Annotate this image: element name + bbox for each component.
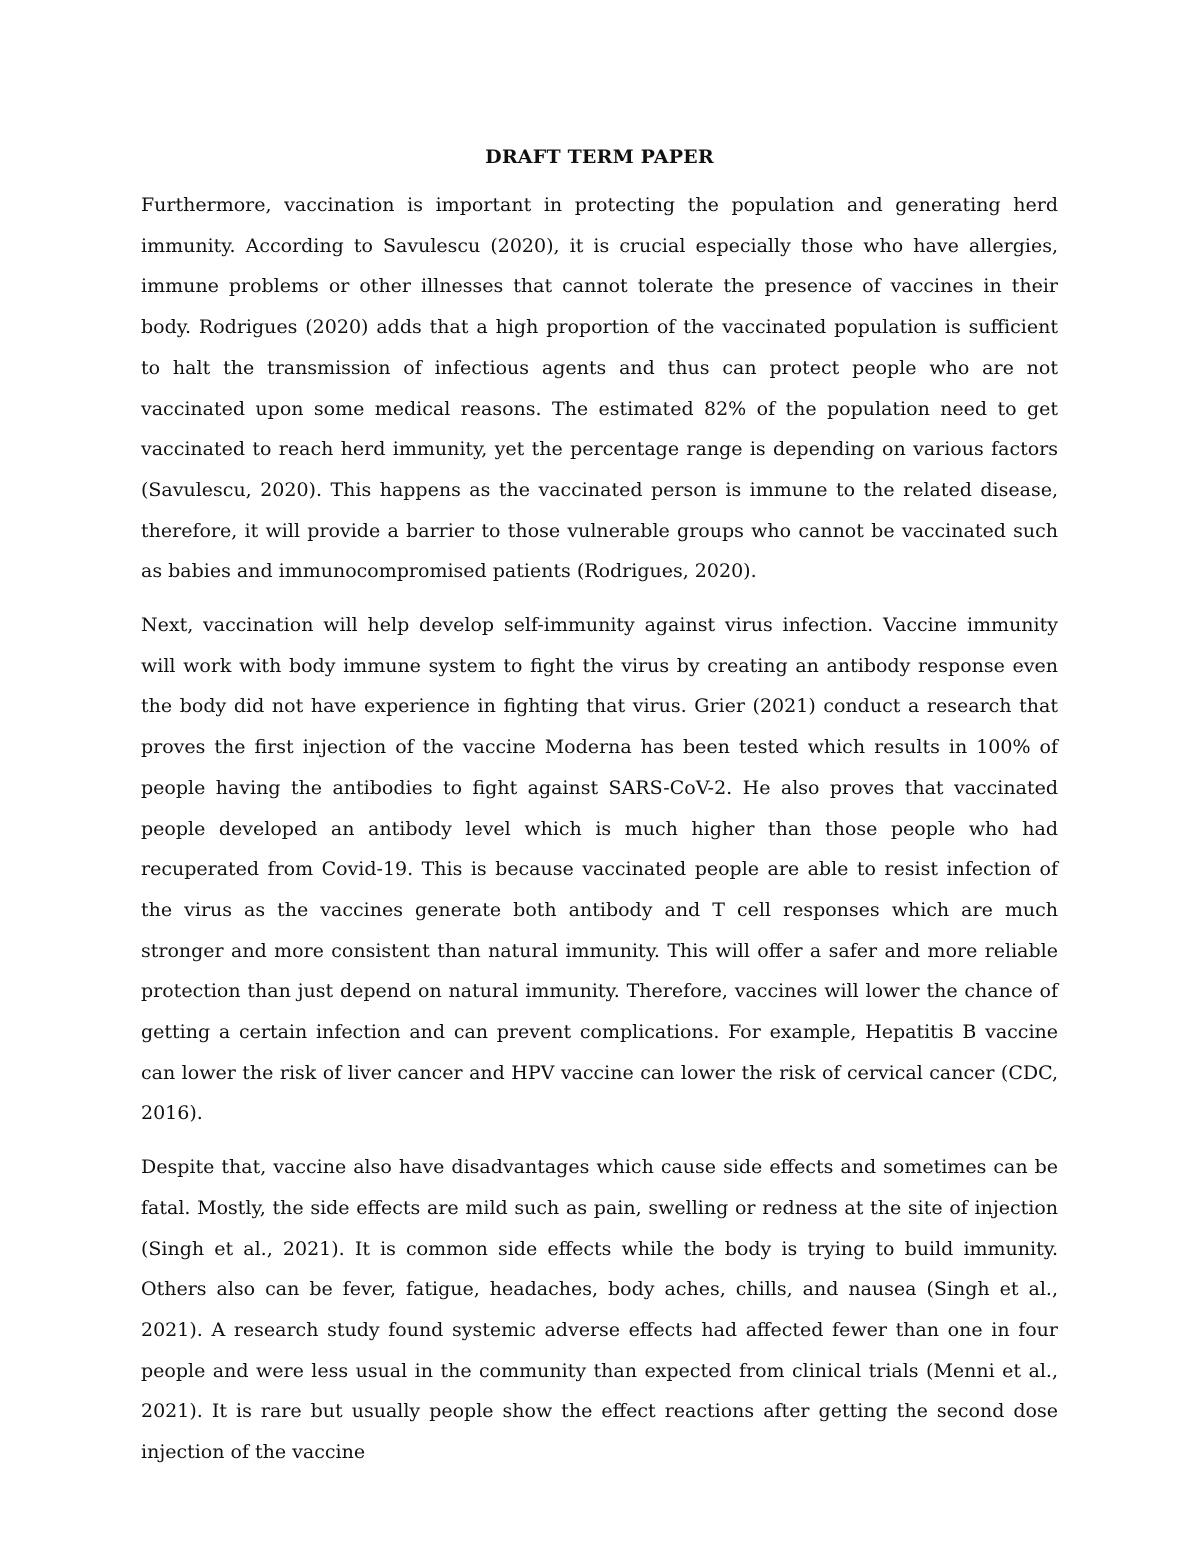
paragraph-self-immunity: Next, vaccination will help develop self-immunity against virus infection. Vaccine immunity will work with body immune system to fight the virus by creating an antibody response even the body did not have experience in fighting that virus. Grier (2021) conduct a research that proves the first injection of the vaccine Moderna has been tested which results in 100% of people having the antibodies to fight against SARS-CoV-2. He also proves that vaccinated people developed an antibody level which is much higher than those people who had recuperated from Covid-19. This is because vaccinated people are able to resist infection of the virus as the vaccines generate both antibody and T cell responses which are much stronger and more consistent than natural immunity. This will offer a safer and more reliable protection than just depend on natural immunity. Therefore, vaccines will lower the chance of getting a certain infection and can prevent complications. For example, Hepatitis B vaccine can lower the risk of liver cancer and HPV vaccine can lower the risk of cervical cancer (CDC, 2016). — [141, 614, 1058, 1125]
paragraph-side-effects: Despite that, vaccine also have disadvantages which cause side effects and sometimes can be fatal. Mostly, the side effects are mild such as pain, swelling or redness at the site of injection (Singh et al., 2021). It is common side effects while the body is trying to build immunity. Others also can be fever, fatigue, headaches, body aches, chills, and nausea (Singh et al., 2021). A research study found systemic adverse effects had affected fewer than one in four people and were less usual in the community than expected from clinical trials (Menni et al., 2021). It is rare but usually people show the effect reactions after getting the second dose injection of the vaccine — [141, 1156, 1058, 1464]
paragraph-herd-immunity: Furthermore, vaccination is important in protecting the population and generating herd immunity. According to Savulescu (2020), it is crucial especially those who have allergies, immune problems or other illnesses that cannot tolerate the presence of vaccines in their body. Rodrigues (2020) adds that a high proportion of the vaccinated population is sufficient to halt the transmission of infectious agents and thus can protect people who are not vaccinated upon some medical reasons. The estimated 82% of the population need to get vaccinated to reach herd immunity, yet the percentage range is depending on various factors (Savulescu, 2020). This happens as the vaccinated person is immune to the related disease, therefore, it will provide a barrier to those vulnerable groups who cannot be vaccinated such as babies and immunocompromised patients (Rodrigues, 2020). — [141, 194, 1058, 583]
document-title: DRAFT TERM PAPER — [485, 146, 714, 168]
document-body — [141, 143, 1058, 1473]
